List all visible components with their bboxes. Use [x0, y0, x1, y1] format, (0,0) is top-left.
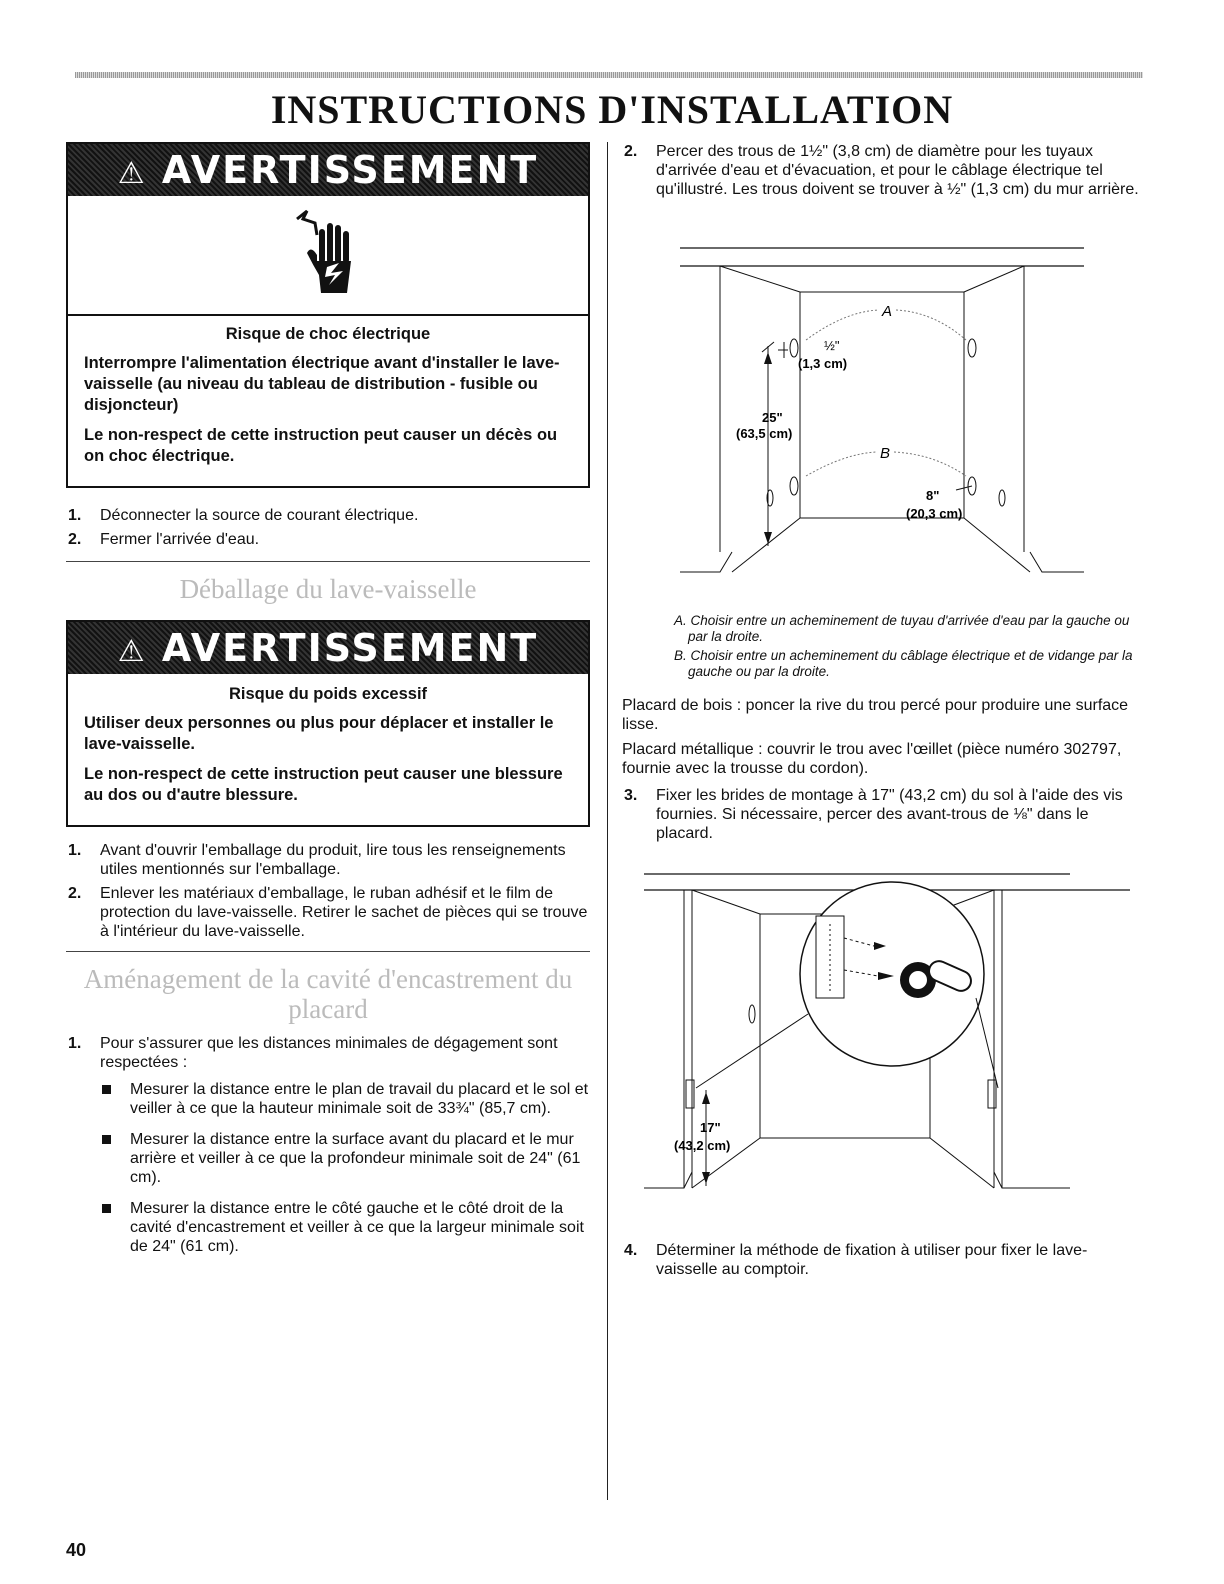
- svg-text:B: B: [880, 445, 891, 462]
- wood-cabinet-note: Placard de bois : poncer la rive du trou percé pour produire une surface lisse.: [622, 697, 1129, 733]
- list-item: Mesurer la distance entre la surface avant du placard et le mur arrière et veiller à ce que la profondeur minimale soit de 24" (61 cm).: [66, 1130, 590, 1187]
- mounting-bracket-diagram: [630, 868, 1140, 1228]
- section-title-cavity: Aménagement de la cavité d'encastrement du placard: [66, 951, 590, 1024]
- diagram-captions: [622, 613, 1144, 680]
- warning-header: ⚠ AVERTISSEMENT: [68, 622, 588, 674]
- svg-text:8": 8": [926, 488, 940, 503]
- clearance-bullets: [66, 1080, 590, 1256]
- svg-text:(43,2 cm): (43,2 cm): [674, 1138, 731, 1153]
- warning-header: ⚠ AVERTISSEMENT: [68, 144, 588, 196]
- svg-text:25": 25": [762, 410, 783, 425]
- column-divider: [607, 142, 608, 1500]
- step-brackets: [622, 786, 1144, 843]
- warning-instruction: Interrompre l'alimentation électrique avant d'installer le lave-vaisselle (au niveau du tableau de distribution - fusible ou disjoncteur): [84, 354, 560, 414]
- list-item: 1. Avant d'ouvrir l'emballage du produit, lire tous les renseignements utiles mentionnés sur l'emballage.: [68, 842, 566, 878]
- svg-text:(1,3 cm): (1,3 cm): [798, 356, 848, 371]
- steps-power: [66, 506, 590, 549]
- caption-a: A. Choisir entre un acheminement de tuyau d'arrivée d'eau par la gauche ou par la droite.: [674, 613, 1130, 644]
- list-item: 2. Fermer l'arrivée d'eau.: [68, 531, 260, 548]
- left-column: [66, 142, 590, 1268]
- list-item: Mesurer la distance entre le plan de travail du placard et le sol et veiller à ce que la hauteur minimale soit de 33¾" (85,7 cm).: [66, 1080, 590, 1118]
- list-item: 3. Fixer les brides de montage à 17" (43,2 cm) du sol à l'aide des vis fournies. Si nécessaire, percer des avant-trous de ⅛" dans le placard.: [624, 787, 1123, 842]
- warning-risk-title: Risque du poids excessif: [228, 685, 428, 703]
- list-item: 2. Enlever les matériaux d'emballage, le ruban adhésif et le film de protection du lave-vaisselle. Retirer le sachet de pièces qui se trouve à l'intérieur du lave-vaisselle.: [68, 885, 588, 940]
- warning-risk-title: Risque de choc électrique: [225, 325, 431, 343]
- header-rule: [75, 72, 1143, 78]
- warning-consequence: Le non-respect de cette instruction peut causer un décès ou on choc électrique.: [84, 426, 558, 465]
- list-item: 1. Pour s'assurer que les distances minimales de dégagement sont respectées : Mesurer la distance entre le plan de travail du placard et le sol et veiller à ce que la hauteur minimale soit de 33¾" (85,7 cm). Mesurer la distance entre la surface avant du placard et le mur arrière et veiller à ce que la profondeur minimale soit de 24" (61 cm). Mesurer la distance entre le côté gauche et le côté droit de la cavité d'encastrement et veiller à ce que la largeur minimale soit de 24" (61 cm).: [68, 1035, 589, 1255]
- warning-box-electric: [66, 142, 590, 488]
- warning-box-weight: [66, 620, 590, 827]
- svg-text:17": 17": [700, 1120, 721, 1135]
- warning-consequence: Le non-respect de cette instruction peut causer une blessure au dos ou d'autre blessure.: [84, 765, 563, 804]
- warning-triangle-icon: ⚠: [117, 156, 147, 191]
- step-drill: [622, 142, 1144, 199]
- svg-text:A: A: [882, 303, 893, 320]
- section-title-unpacking: Déballage du lave-vaisselle: [66, 561, 590, 604]
- electric-shock-hand-icon: [293, 205, 363, 305]
- right-column: [622, 142, 1144, 1284]
- list-item: 2. Percer des trous de 1½" (3,8 cm) de diamètre pour les tuyaux d'arrivée d'eau et d'évacuation, et pour le câblage électrique tel qu'illustré. Les trous doivent se trouver à ½" (1,3 cm) du mur arrière.: [624, 143, 1139, 198]
- svg-text:(63,5 cm): (63,5 cm): [736, 426, 793, 441]
- list-item: 4. Déterminer la méthode de fixation à utiliser pour fixer le lave-vaisselle au comptoir.: [624, 1242, 1088, 1278]
- metal-cabinet-note: Placard métallique : couvrir le trou avec l'œillet (pièce numéro 302797, fournie avec la trousse du cordon).: [622, 741, 1122, 777]
- warning-instruction: Utiliser deux personnes ou plus pour déplacer et installer le lave-vaisselle.: [84, 714, 554, 753]
- list-item: 1. Déconnecter la source de courant électrique.: [68, 507, 419, 524]
- list-item: Mesurer la distance entre le côté gauche et le côté droit de la cavité d'encastrement et veiller à ce que la largeur minimale soit de 24" (61 cm).: [66, 1199, 590, 1256]
- page-title: INSTRUCTIONS D'INSTALLATION: [270, 87, 954, 132]
- steps-unpacking: [66, 841, 590, 941]
- caption-b: B. Choisir entre un acheminement du câblage électrique et de vidange par la gauche ou par la droite.: [674, 648, 1133, 679]
- steps-cavity: [66, 1034, 590, 1256]
- cabinet-hole-diagram: [674, 232, 1144, 602]
- step-fixation: [622, 1241, 1144, 1279]
- svg-text:(20,3 cm): (20,3 cm): [906, 506, 963, 521]
- page-number: 40: [66, 1540, 87, 1560]
- warning-triangle-icon: ⚠: [117, 634, 147, 669]
- svg-text:½": ½": [824, 338, 840, 353]
